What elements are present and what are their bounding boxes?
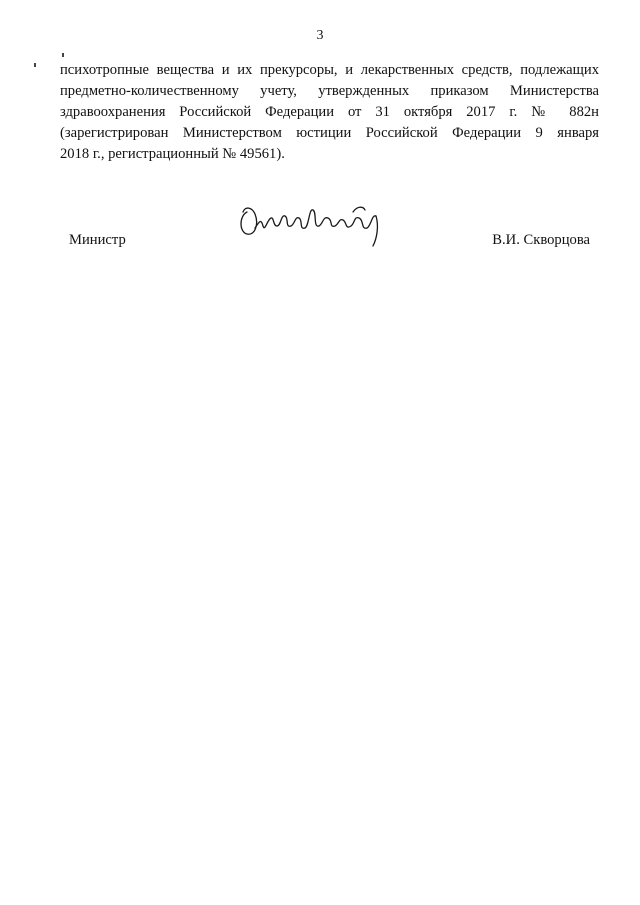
body-line: психотропные вещества и их прекурсоры, и лекарственных средств, подлежащих: [60, 62, 599, 78]
body-line: 2018 г., регистрационный № 49561).: [60, 146, 285, 162]
body-paragraph: [60, 60, 599, 165]
scan-artifact: [34, 63, 36, 67]
signer-title: Министр: [69, 232, 126, 248]
body-line: (зарегистрирован Министерством юстиции Российской Федерации 9 января: [60, 125, 599, 141]
scan-artifact: [62, 53, 64, 57]
signer-name: В.И. Скворцова: [492, 232, 590, 248]
page-number: 3: [316, 28, 324, 43]
handwritten-signature-icon: [233, 192, 403, 252]
body-line: предметно-количественному учету, утвержденных приказом Министерства: [60, 83, 599, 99]
body-line: здравоохранения Российской Федерации от 31 октября 2017 г. № 882н: [60, 104, 599, 120]
